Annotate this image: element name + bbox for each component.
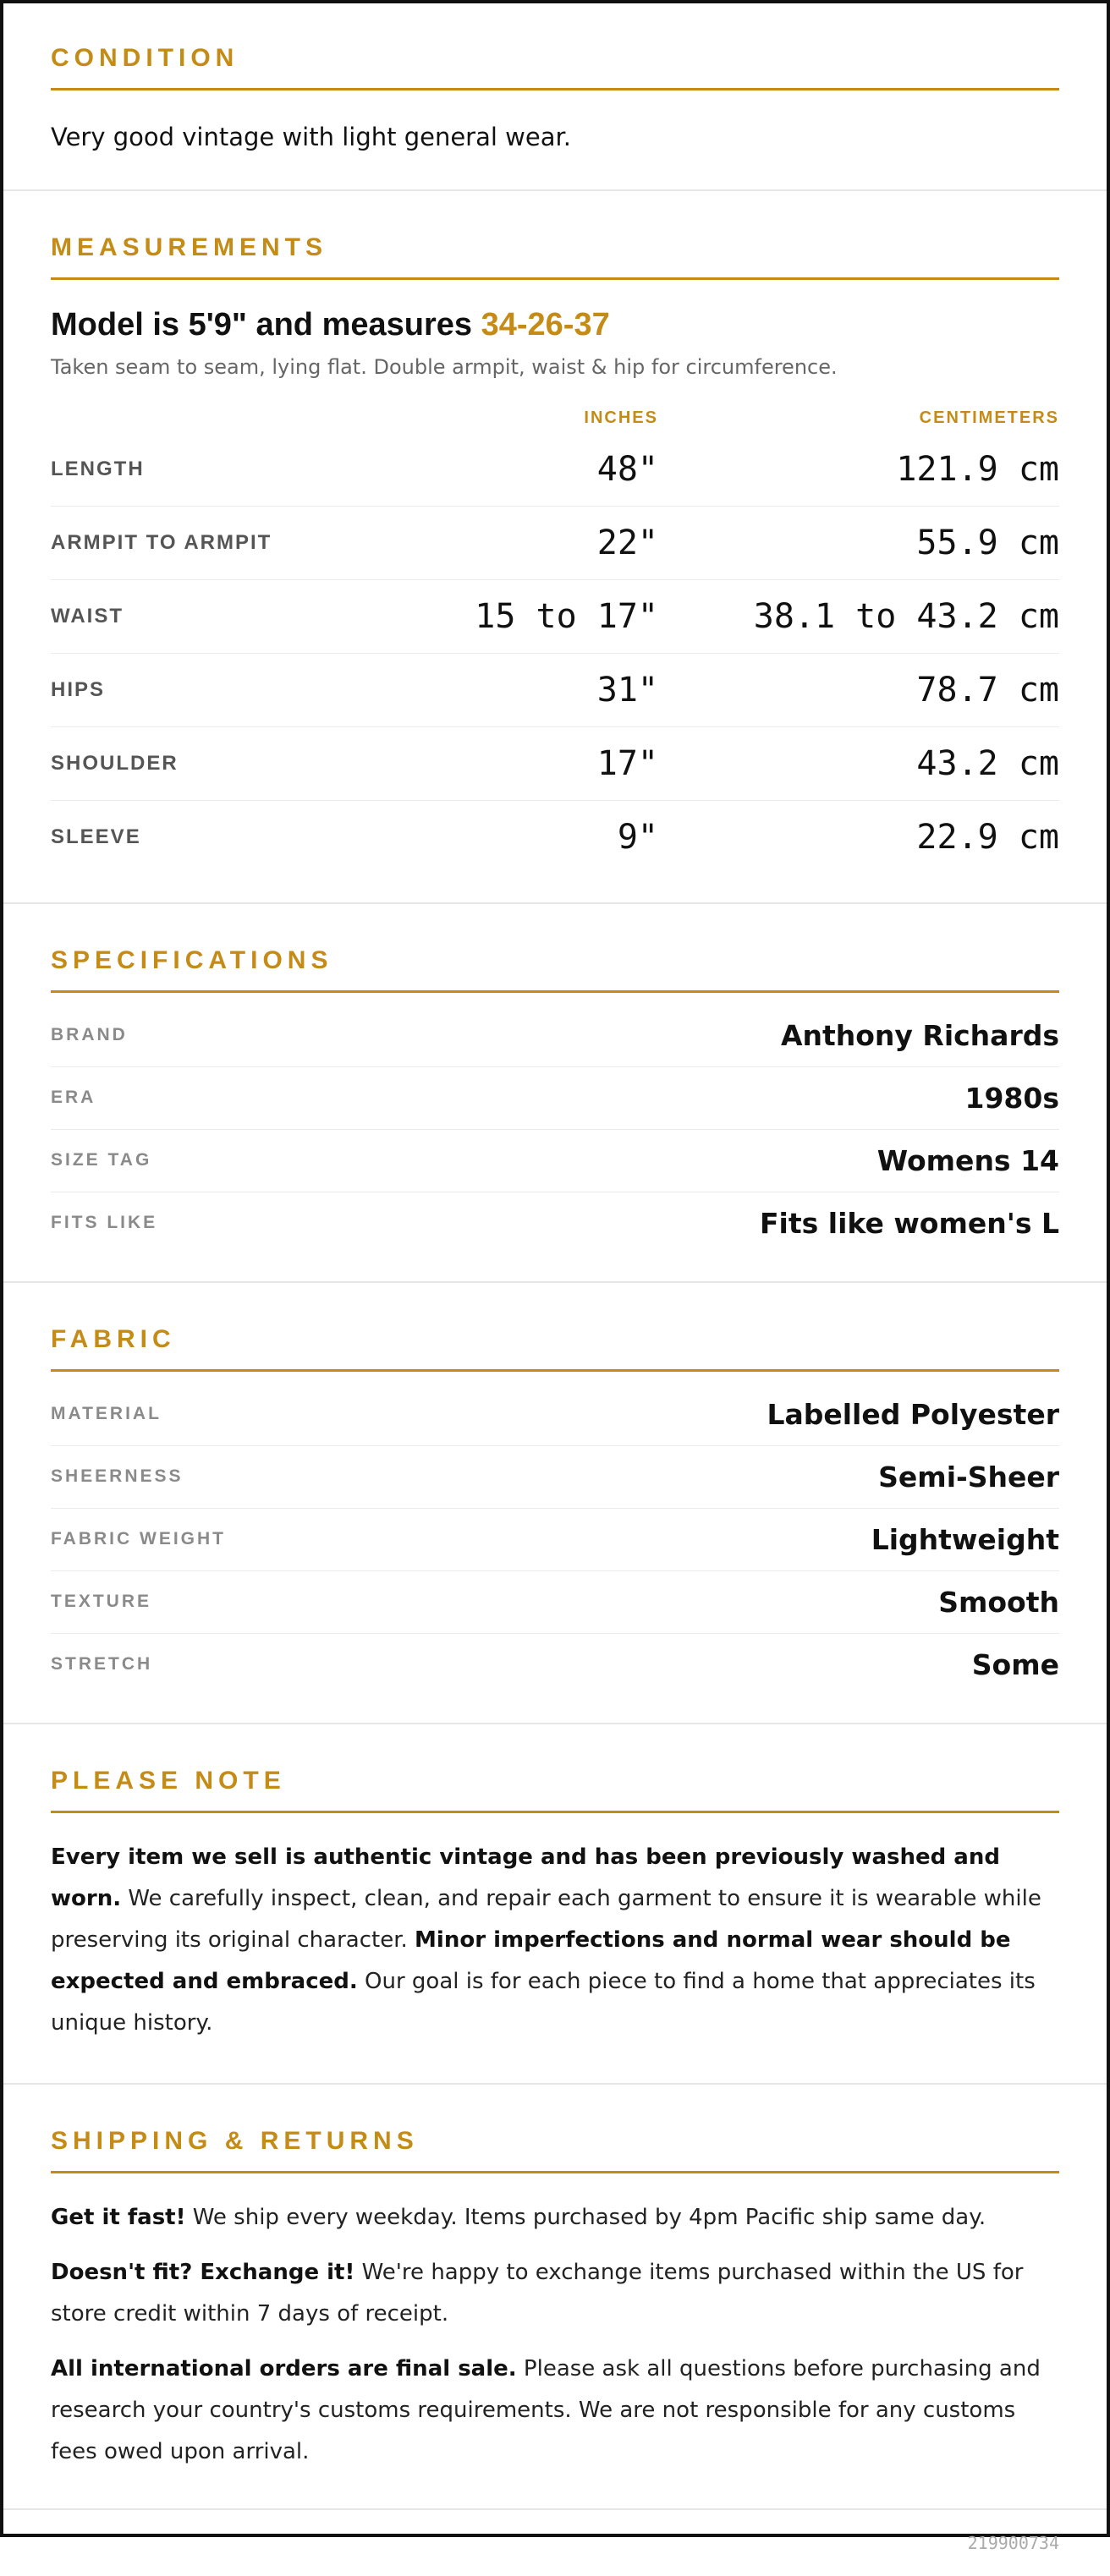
fabric-row-label: TEXTURE (51, 1592, 152, 1612)
specifications-title: SPECIFICATIONS (51, 945, 333, 974)
fabric-row-value: Smooth (938, 1585, 1059, 1619)
note-bold-1: Every item we sell is authentic vintage and has been previously washed and worn. (51, 1844, 1000, 1911)
spec-row (51, 1005, 1059, 1067)
section-divider (51, 2171, 1059, 2173)
spec-row-label: ERA (51, 1088, 96, 1108)
spec-row-value: 1980s (964, 1081, 1059, 1115)
measurement-label: WAIST (51, 604, 124, 628)
measurement-centimeters: 78.7 cm (916, 670, 1059, 710)
measurement-inches: 17" (596, 743, 658, 783)
measurement-centimeters: 38.1 to 43.2 cm (753, 596, 1059, 636)
item-id: 219900734 (967, 2532, 1059, 2553)
section-divider (51, 88, 1059, 90)
measurement-label: ARMPIT TO ARMPIT (51, 530, 272, 554)
shipping-bold-3: All international orders are final sale. (51, 2355, 517, 2381)
spec-row-value: Fits like women's L (760, 1206, 1059, 1240)
measurement-row (51, 801, 1059, 874)
fabric-row-value: Lightweight (871, 1522, 1059, 1556)
section-divider (51, 1811, 1059, 1813)
fabric-row (51, 1571, 1059, 1634)
measurement-inches: 31" (596, 670, 658, 710)
measurement-row (51, 507, 1059, 580)
shipping-text-2: We're happy to exchange items purchased within the US for store credit within 7 days of receipt. (51, 2259, 1024, 2327)
measurements-title: MEASUREMENTS (51, 233, 328, 261)
model-prefix: Model is 5'9" and measures (51, 306, 481, 343)
shipping-text-1: We ship every weekday. Items purchased by 4pm Pacific ship same day. (185, 2204, 986, 2230)
condition-title: CONDITION (51, 44, 239, 72)
footer (3, 2510, 1107, 2576)
specifications-list (51, 1005, 1059, 1254)
measurement-row (51, 433, 1059, 507)
measurement-note: Taken seam to seam, lying flat. Double armpit, waist & hip for circumference. (51, 354, 838, 379)
shipping-bold-1: Get it fast! (51, 2204, 186, 2230)
fabric-row-label: MATERIAL (51, 1404, 162, 1424)
measurement-label: LENGTH (51, 457, 145, 480)
measurement-label: HIPS (51, 677, 106, 701)
please-note-text (51, 1837, 1059, 2044)
measurement-row (51, 654, 1059, 727)
shipping-paragraph-speed (51, 2197, 1059, 2239)
measurement-inches: 9" (617, 817, 658, 857)
measurement-table (51, 433, 1059, 874)
fabric-title: FABRIC (51, 1324, 176, 1353)
measurement-inches: 15 to 17" (475, 596, 658, 636)
shipping-paragraph-exchange (51, 2252, 1059, 2335)
fabric-row-label: STRETCH (51, 1654, 153, 1674)
fabric-row-value: Labelled Polyester (767, 1397, 1059, 1431)
fabric-row-label: SHEERNESS (51, 1466, 184, 1487)
note-bold-2: Minor imperfections and normal wear should be expected and embraced. (51, 1927, 1011, 1994)
section-divider (51, 990, 1059, 993)
fabric-row (51, 1509, 1059, 1571)
measurement-centimeters: 55.9 cm (916, 523, 1059, 562)
model-measurements (51, 307, 1059, 343)
fabric-row-value: Some (971, 1647, 1059, 1681)
condition-section (3, 3, 1107, 191)
spec-row-label: SIZE TAG (51, 1150, 152, 1170)
measurement-table-header (51, 404, 1059, 433)
fabric-row-value: Semi-Sheer (878, 1460, 1059, 1494)
spec-row-label: BRAND (51, 1025, 128, 1045)
section-divider (51, 1369, 1059, 1372)
measurement-label: SLEEVE (51, 825, 141, 848)
spec-row-label: FITS LIKE (51, 1213, 158, 1233)
note-text-1: We carefully inspect, clean, and repair each garment to ensure it is wearable while preserving its original character. (51, 1885, 1041, 1953)
spec-row (51, 1067, 1059, 1130)
fabric-row (51, 1384, 1059, 1446)
fabric-row-label: FABRIC WEIGHT (51, 1529, 226, 1549)
fabric-row (51, 1634, 1059, 1696)
measurement-inches: 22" (596, 523, 658, 562)
spec-row-value: Anthony Richards (780, 1018, 1059, 1052)
shipping-section (3, 2085, 1107, 2510)
please-note-section (3, 1724, 1107, 2085)
please-note-title: PLEASE NOTE (51, 1766, 286, 1795)
measurement-row (51, 727, 1059, 801)
measurement-centimeters: 121.9 cm (896, 449, 1059, 489)
shipping-text-3: Please ask all questions before purchasing and research your country's customs requirements. We are not responsible for any customs fees owed upon arrival. (51, 2355, 1041, 2464)
inches-column-header: INCHES (584, 408, 658, 428)
spec-row (51, 1192, 1059, 1254)
measurement-row (51, 580, 1059, 654)
shipping-bold-2: Doesn't fit? Exchange it! (51, 2259, 355, 2285)
centimeters-column-header: CENTIMETERS (919, 408, 1059, 428)
fabric-list (51, 1384, 1059, 1696)
fabric-row (51, 1446, 1059, 1509)
shipping-title: SHIPPING & RETURNS (51, 2126, 419, 2155)
spec-row (51, 1130, 1059, 1192)
measurement-centimeters: 43.2 cm (916, 743, 1059, 783)
model-figures: 34-26-37 (481, 306, 610, 343)
measurement-inches: 48" (596, 449, 658, 489)
condition-text: Very good vintage with light general wear. (51, 123, 571, 151)
specifications-section (3, 904, 1107, 1283)
fabric-section (3, 1283, 1107, 1724)
note-text-2: Our goal is for each piece to find a home that appreciates its unique history. (51, 1968, 1036, 2036)
measurement-label: SHOULDER (51, 751, 179, 775)
section-divider (51, 277, 1059, 280)
measurements-section (3, 191, 1107, 904)
shipping-paragraph-international (51, 2349, 1059, 2473)
spec-row-value: Womens 14 (876, 1143, 1059, 1177)
measurement-centimeters: 22.9 cm (916, 817, 1059, 857)
